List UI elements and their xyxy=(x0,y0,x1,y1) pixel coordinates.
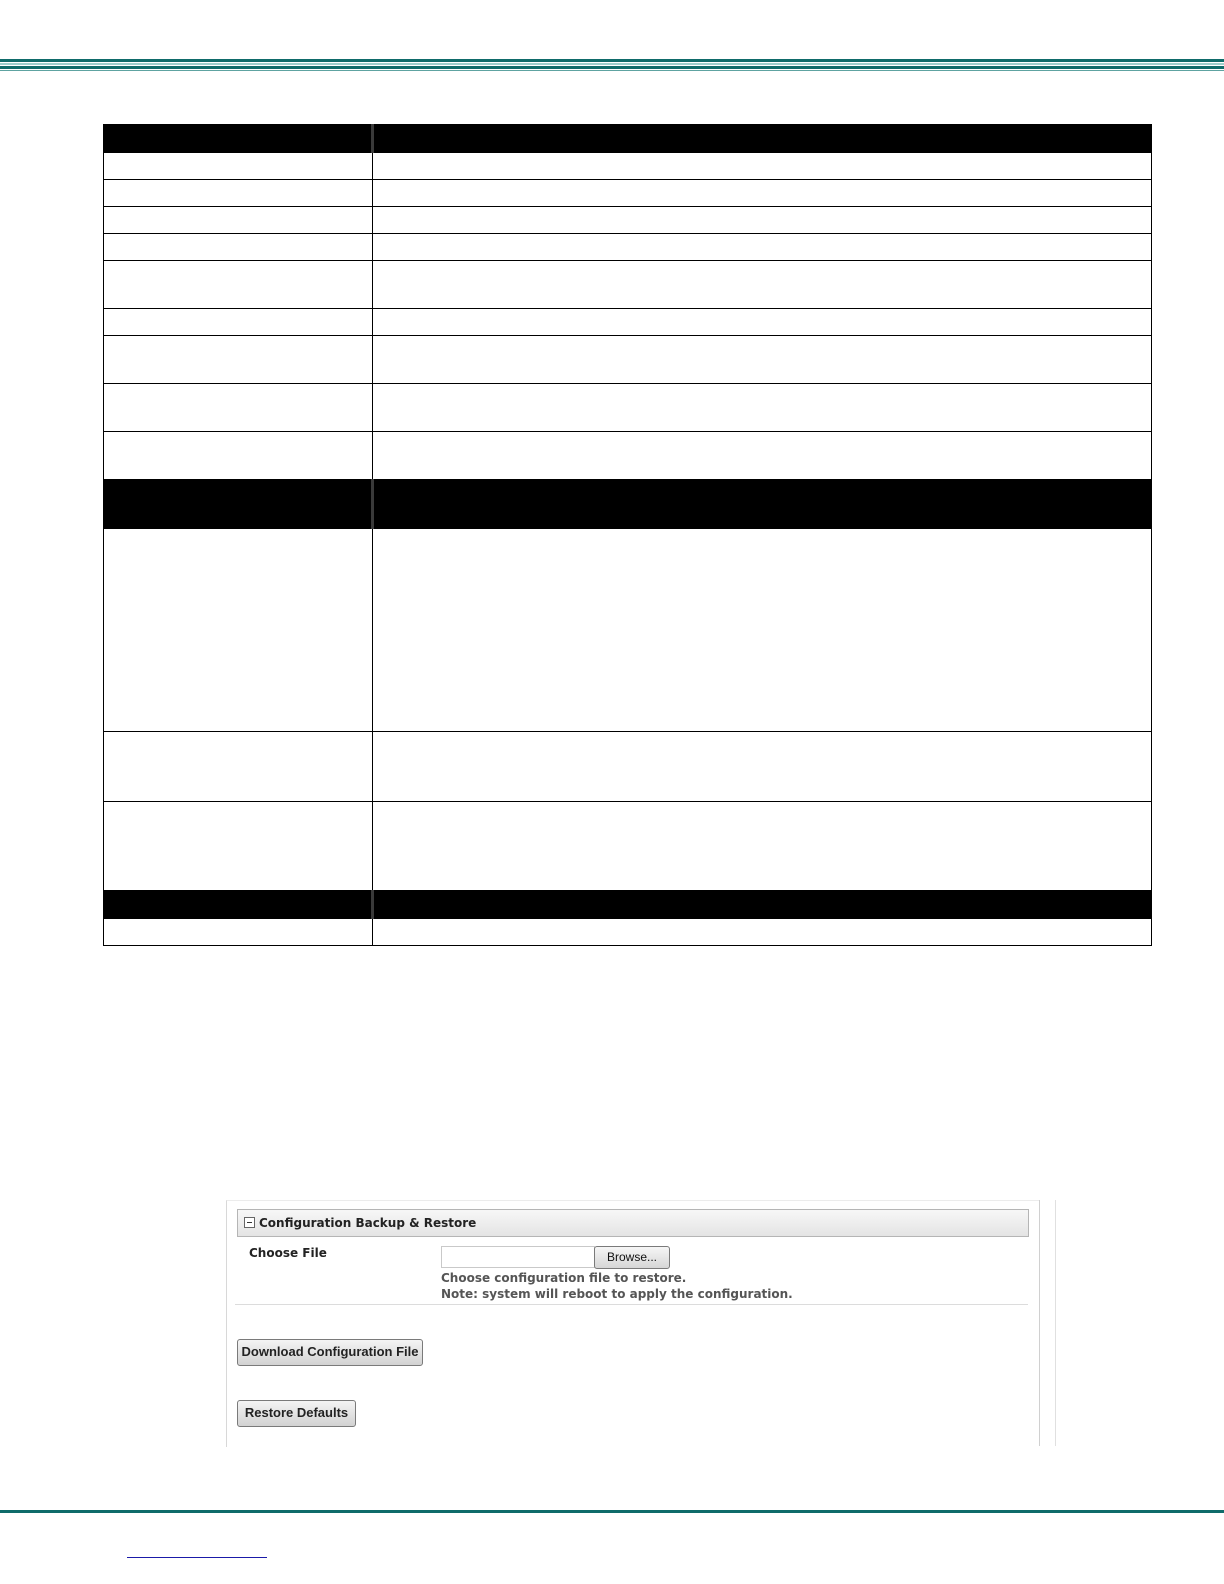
table-row xyxy=(104,309,1152,336)
table-row xyxy=(104,153,1152,180)
browse-button[interactable]: Browse... xyxy=(594,1246,670,1269)
header-band-thin xyxy=(0,70,1224,71)
panel-border xyxy=(1039,1200,1040,1446)
table-header-row xyxy=(104,891,1152,919)
table-row xyxy=(104,261,1152,309)
table-row xyxy=(104,732,1152,802)
choose-file-label: Choose File xyxy=(249,1246,327,1260)
section-header[interactable] xyxy=(237,1209,1029,1237)
footer-link-underline xyxy=(127,1557,267,1558)
table-row xyxy=(104,919,1152,946)
table-row xyxy=(104,432,1152,480)
table-row xyxy=(104,207,1152,234)
reboot-note: Note: system will reboot to apply the configuration. xyxy=(441,1287,793,1301)
download-config-button[interactable]: Download Configuration File xyxy=(237,1339,423,1366)
footer-band xyxy=(0,1510,1224,1513)
table-row xyxy=(104,384,1152,432)
section-title: Configuration Backup & Restore xyxy=(259,1216,477,1230)
header-band xyxy=(0,59,1224,62)
header-band xyxy=(0,66,1224,69)
config-backup-panel xyxy=(226,1200,1040,1447)
table-row xyxy=(104,180,1152,207)
table-header-row xyxy=(104,480,1152,529)
table-row xyxy=(104,234,1152,261)
file-path-input[interactable] xyxy=(441,1246,595,1268)
restore-defaults-button[interactable]: Restore Defaults xyxy=(237,1400,356,1427)
table-row xyxy=(104,336,1152,384)
settings-table xyxy=(103,124,1152,946)
collapse-icon[interactable] xyxy=(244,1217,255,1228)
table-row xyxy=(104,529,1152,732)
panel-border xyxy=(1055,1200,1056,1446)
restore-hint: Choose configuration file to restore. xyxy=(441,1271,687,1285)
divider xyxy=(235,1304,1028,1305)
header-band-light xyxy=(0,63,1224,65)
table-header-row xyxy=(104,125,1152,153)
table-row xyxy=(104,802,1152,891)
